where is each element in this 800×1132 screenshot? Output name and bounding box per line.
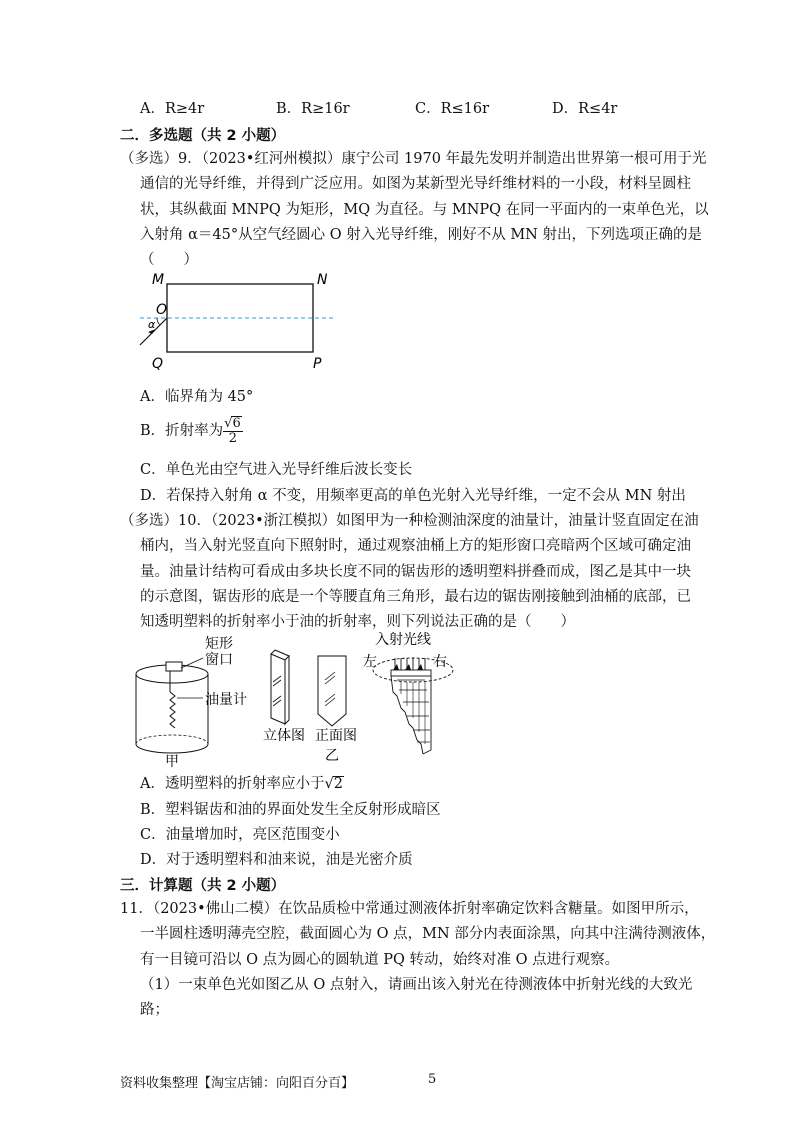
section3-title: 三．计算题（共 2 小题）: [120, 878, 286, 894]
q10-option-d: D．对于透明塑料和油来说，油是光密介质: [140, 852, 413, 868]
label-left: 左: [363, 654, 377, 670]
q9-stem-1: （多选）9．（2023•红河州模拟）康宁公司 1970 年最先发明并制造出世界第一根可用于光: [120, 151, 707, 167]
q9-stem-2: 通信的光导纤维，并得到广泛应用。如图为某新型光导纤维材料的一小段，材料呈圆柱: [140, 176, 691, 192]
gauge-sawtooth: [170, 692, 175, 728]
q10-option-c: C．油量增加时，亮区范围变小: [140, 827, 340, 843]
q11-sub1-2: 路；: [140, 1002, 169, 1018]
q8-option-c: C．R≤16r: [415, 101, 490, 117]
label-jia: 甲: [165, 754, 179, 770]
q9-stem-3: 状，其纵截面 MNPQ 为矩形，MQ 为直径。与 MNPQ 在同一平面内的一束单色光，以: [140, 202, 709, 218]
q11-stem-1: 11．（2023•佛山二模）在饮品质检中常通过测液体折射率确定饮料含糖量。如图甲所示，: [120, 901, 699, 917]
q10-option-a-prefix: A．透明塑料的折射率应小于: [140, 776, 325, 792]
label-o: O: [156, 302, 168, 318]
q9-option-b: [140, 416, 243, 446]
q9-stem-5: （ ）: [140, 252, 198, 268]
q9-fiber-figure: [130, 268, 350, 378]
q9-option-d: D．若保持入射角 α 不变，用频率更高的单色光射入光导纤维，一定不会从 MN 射出: [140, 488, 686, 504]
rectangular-window: [166, 662, 182, 671]
q9-option-b-fraction: [223, 416, 243, 446]
solid-view-plate: [271, 650, 289, 724]
oil-drum-cylinder: [136, 658, 208, 753]
q11-stem-3: 有一目镜可沿以 O 点为圆心的圆轨道 PQ 转动，始终对准 O 点进行观察。: [140, 952, 620, 968]
label-gauge: 油量计: [205, 692, 247, 708]
footer-page-number: 5: [428, 1072, 437, 1087]
sqrt-sign: √: [224, 416, 233, 431]
label-window-2: 窗口: [205, 652, 233, 668]
q10-option-b: B．塑料锯齿和油的界面处发生全反射形成暗区: [140, 802, 441, 818]
label-right: 右: [433, 654, 447, 670]
q9-stem-4: 入射角 α＝45°从空气经圆心 O 射入光导纤维，刚好不从 MN 射出，下列选项正确的是: [140, 227, 702, 243]
label-yi: 乙: [325, 748, 339, 764]
q9-option-b-numerator: 6: [232, 416, 241, 431]
q10-stem-5: 知透明塑料的折射率小于油的折射率，则下列说法正确的是（ ）: [140, 614, 575, 630]
label-m: M: [152, 272, 165, 288]
label-solid-view: 立体图: [263, 728, 305, 744]
q9-option-b-prefix: B．折射率为: [140, 423, 224, 439]
q10-oil-gauge-figure: [125, 630, 485, 770]
alpha-arc: [157, 318, 160, 325]
section2-title: 二．多选题（共 2 小题）: [120, 128, 286, 144]
q10-stem-2: 桶内，当入射光竖直向下照射时，通过观察油桶上方的矩形窗口亮暗两个区域可确定油: [140, 538, 691, 554]
q8-options: [0, 97, 800, 117]
footer-source: 资料收集整理【淘宝店铺：向阳百分百】: [120, 1076, 355, 1091]
q10-option-a-sqrt: 2: [333, 776, 343, 792]
q10-stem-4: 的示意图，锯齿形的底是一个等腰直角三角形，最右边的锯齿刚接触到油桶的底部，已: [140, 589, 691, 605]
q8-option-b: B．R≥16r: [276, 101, 350, 117]
q9-option-a: A．临界角为 45°: [140, 389, 254, 405]
label-incident-ray: 入射光线: [375, 632, 431, 648]
q11-sub1-1: （1）一束单色光如图乙从 O 点射入，请画出该入射光在待测液体中折射光线的大致光: [140, 977, 693, 993]
q10-stem-1: （多选）10．（2023•浙江模拟）如图甲为一种检测油深度的油量计，油量计竖直固定在油: [120, 513, 699, 529]
q10-stem-3: 量。油量计结构可看成由多块长度不同的锯齿形的透明塑料拼叠而成，图乙是其中一块: [140, 564, 691, 580]
label-front-view: 正面图: [315, 728, 357, 744]
front-view-plate: [318, 656, 346, 726]
q9-option-c: C．单色光由空气进入光导纤维后波长变长: [140, 462, 413, 478]
q9-option-b-denominator: 2: [228, 431, 238, 446]
label-n: N: [317, 272, 328, 288]
sqrt-sign: √: [324, 776, 334, 792]
q11-stem-2: 一半圆柱透明薄壳空腔，截面圆心为 O 点，MN 部分内表面涂黑，向其中注满待测液体，: [140, 926, 716, 942]
label-alpha: α: [148, 318, 156, 331]
label-p: P: [313, 356, 322, 372]
q10-option-a: [140, 774, 344, 794]
stacked-sawtooth-detail: [373, 658, 453, 754]
label-q: Q: [152, 356, 164, 372]
q8-option-d: D．R≤4r: [552, 101, 618, 117]
label-window-1: 矩形: [205, 636, 233, 652]
q8-option-a: A．R≥4r: [140, 101, 205, 117]
